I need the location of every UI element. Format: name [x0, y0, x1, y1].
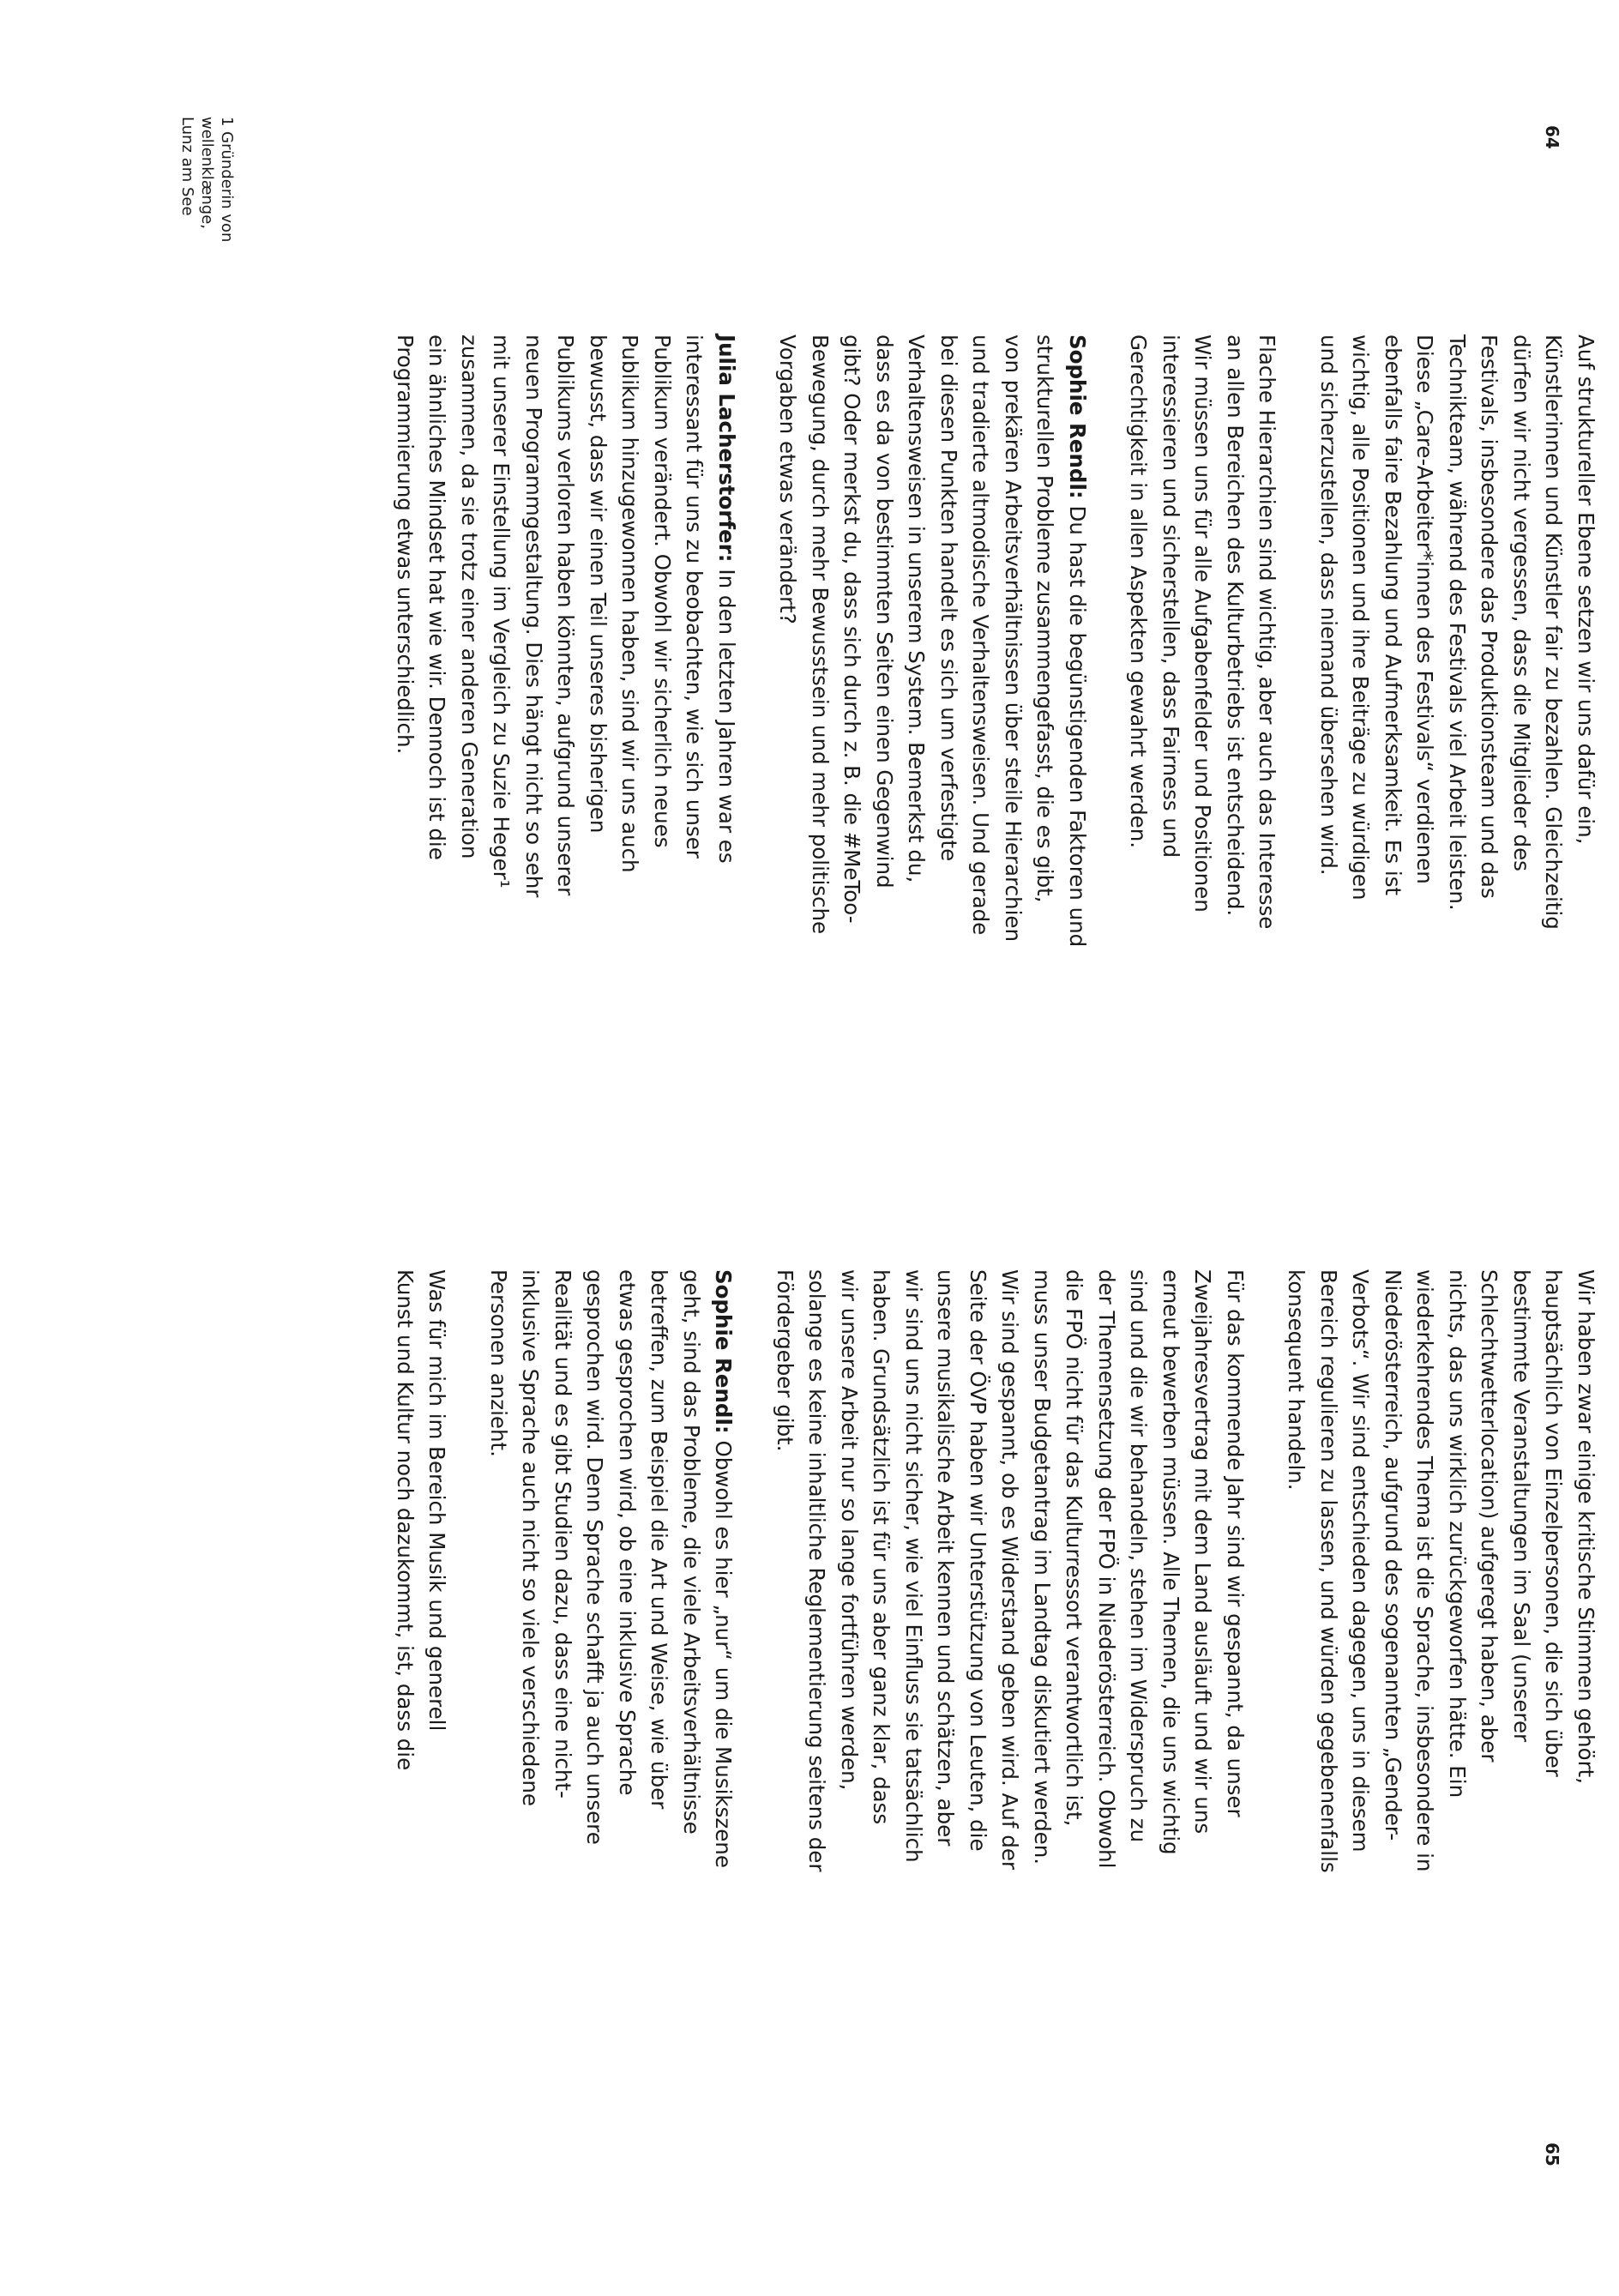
text-line: interessieren und sicherstellen, dass Fairness und: [1159, 334, 1183, 859]
text-line: Seite der ÖVP haben wir Unterstützung von Leuten, die: [966, 1269, 990, 1852]
text-line: Publikums verloren haben könnten, aufgrund unserer: [553, 334, 579, 896]
text-line: wiederkehrendes Thema ist die Sprache, insbesondere in: [1412, 1269, 1438, 1872]
text-line: geht, sind das Probleme, die viele Arbeitsverhältnisse: [679, 1269, 704, 1835]
text-line: inklusive Sprache auch nicht so viele verschiedene: [518, 1269, 544, 1806]
left-text-column: [389, 334, 1603, 1192]
text-line: Verhaltensweisen in unserem System. Bemerkst du,: [904, 334, 930, 883]
line-text: In den letzten Jahren war es: [714, 562, 739, 864]
text-line: gibt? Oder merkst du, dass sich durch z. B. die #MeToo-: [840, 334, 865, 924]
text-line: sind und die wir behandeln, stehen im Widerspruch zu: [1126, 1269, 1152, 1843]
speaker-paragraph: [389, 334, 743, 1192]
line-text: Obwohl es hier „nur“ um die Musikszene: [711, 1433, 737, 1868]
text-line: dürfen wir nicht vergessen, dass die Mitglieder des: [1509, 334, 1534, 871]
line-text: Du hast die begünstigenden Faktoren und: [1065, 498, 1090, 948]
text-line: [707, 1269, 740, 2127]
body-paragraph: [389, 1269, 454, 2127]
text-line: ebenfalls faire Bezahlung und Aufmerksamkeit. Es ist: [1381, 334, 1405, 896]
text-line: Schlechtwetterlocation) aufgeregt haben, aber: [1477, 1269, 1502, 1763]
body-paragraph: [1313, 334, 1603, 1192]
text-line: von prekären Arbeitsverhältnissen über steile Hierarchien: [1001, 334, 1026, 942]
text-line: Gerechtigkeit in allen Aspekten gewahrt werden.: [1126, 334, 1152, 849]
text-line: Zweijahresvertrag mit dem Land ausläuft und wir uns: [1190, 1269, 1216, 1835]
body-paragraph: [769, 1269, 1252, 2127]
text-line: bewusst, dass wir einen Teil unseres bisherigen: [586, 334, 611, 834]
page-number-left: 64: [1542, 125, 1562, 149]
text-line: [1062, 334, 1094, 1192]
footnote-line: wellenklænge,: [198, 117, 216, 230]
footnote: [178, 117, 237, 297]
speaker-paragraph: [772, 334, 1093, 1192]
text-line: Festivals, insbesondere das Produktionsteam und das: [1477, 334, 1502, 899]
body-paragraph: [1122, 334, 1284, 1192]
text-line: neuen Programmgestaltung. Dies hängt nicht so sehr: [521, 334, 546, 898]
text-line: erneut bewerben müssen. Alle Themen, die uns wichtig: [1159, 1269, 1183, 1855]
text-line: betreffen, zum Beispiel die Art und Weise, wie über: [647, 1269, 672, 1810]
body-paragraph: [1280, 1269, 1602, 2127]
text-line: bestimmte Veranstaltungen im Saal (unserer: [1509, 1269, 1534, 1743]
text-line: hauptsächlich von Einzelpersonen, die sich über: [1541, 1269, 1567, 1777]
footnote-line: Lunz am See: [178, 117, 196, 216]
text-line: Fördergeber gibt.: [773, 1269, 797, 1452]
text-line: zusammen, da sie trotz einer anderen Generation: [457, 334, 482, 859]
text-line: etwas gesprochen wird, ob eine inklusive Sprache: [615, 1269, 640, 1796]
text-line: Bewegung, durch mehr Bewusstsein und mehr politische: [808, 334, 833, 935]
text-line: wichtig, alle Positionen und ihre Beiträge zu würdigen: [1348, 334, 1374, 901]
speaker-name: Julia Lacherstorfer:: [714, 334, 739, 563]
text-line: Diese „Care-Arbeiter*innen des Festivals“ verdienen: [1412, 334, 1438, 884]
text-line: bei diesen Punkten handelt es sich um verfestigte: [936, 334, 961, 862]
text-line: Künstlerinnen und Künstler fair zu bezahlen. Gleichzeitig: [1541, 334, 1567, 930]
text-line: Publikum verändert. Obwohl wir sicherlich neues: [650, 334, 675, 848]
text-line: wir sind uns nicht sicher, wie viel Einfluss sie tatsächlich: [901, 1269, 926, 1863]
text-line: Flache Hierarchien sind wichtig, aber auch das Interesse: [1255, 334, 1280, 930]
speaker-name: Sophie Rendl:: [1065, 334, 1090, 499]
text-line: haben. Grundsätzlich ist für uns aber ganz klar, dass: [869, 1269, 894, 1825]
speaker-name: Sophie Rendl:: [711, 1269, 737, 1434]
text-line: Publikum hinzugewonnen haben, sind wir uns auch: [617, 334, 643, 873]
text-line: ein ähnliches Mindset hat wie wir. Dennoch ist die: [424, 334, 450, 860]
text-line: Programmierung etwas unterschiedlich.: [393, 334, 418, 755]
text-line: Wir haben zwar einige kritische Stimmen gehört,: [1574, 1269, 1598, 1785]
text-line: Technikteam, während des Festivals viel Arbeit leisten.: [1445, 334, 1470, 911]
text-line: [711, 334, 743, 1192]
text-line: Personen anzieht.: [486, 1269, 511, 1457]
text-line: Verbots“. Wir sind entschieden dagegen, uns in diesem: [1348, 1269, 1374, 1853]
text-line: Wir müssen uns für alle Aufgabenfelder und Positionen: [1190, 334, 1216, 913]
footnote-line: 1 Gründerin von: [218, 117, 236, 243]
text-line: muss unser Budgetantrag im Landtag diskutiert werden.: [1030, 1269, 1055, 1865]
text-line: Für das kommende Jahr sind wir gespannt, da unser: [1223, 1269, 1248, 1817]
text-line: interessant für uns zu beobachten, wie sich unser: [682, 334, 707, 859]
text-line: der Themensetzung der FPÖ in Niederösterreich. Obwohl: [1094, 1269, 1119, 1869]
text-line: mit unserer Einstellung im Vergleich zu Suzie Heger¹: [489, 334, 515, 889]
right-text-column: [389, 1269, 1603, 2127]
text-line: konsequent handeln.: [1284, 1269, 1309, 1491]
text-line: nichts, das uns wirklich zurückgeworfen hätte. Ein: [1445, 1269, 1470, 1799]
text-line: strukturellen Probleme zusammengefasst, die es gibt,: [1032, 334, 1058, 903]
text-line: wir unsere Arbeit nur so lange fortführen werden,: [837, 1269, 862, 1791]
text-line: an allen Bereichen des Kulturbetriebs ist entscheidend.: [1223, 334, 1248, 917]
text-line: die FPÖ nicht für das Kulturressort verantwortlich ist,: [1062, 1269, 1087, 1827]
text-line: Realität und es gibt Studien dazu, dass eine nicht-: [551, 1269, 575, 1799]
text-line: solange es keine inhaltliche Reglementierung seitens der: [804, 1269, 830, 1872]
text-line: Was für mich im Bereich Musik und generell: [424, 1269, 450, 1732]
text-line: Auf struktureller Ebene setzen wir uns dafür ein,: [1574, 334, 1598, 845]
text-line: unsere musikalische Arbeit kennen und schätzen, aber: [933, 1269, 959, 1847]
text-line: Wir sind gespannt, ob es Widerstand geben wird. Auf der: [997, 1269, 1023, 1870]
text-line: Kunst und Kultur noch dazukommt, ist, dass die: [393, 1269, 418, 1771]
text-line: Niederösterreich, aufgrund des sogenannten „Gender-: [1381, 1269, 1405, 1841]
page-number-right: 65: [1542, 2142, 1562, 2166]
text-line: Vorgaben etwas verändert?: [775, 334, 801, 624]
text-line: und tradierte altmodische Verhaltensweisen. Und gerade: [968, 334, 994, 936]
text-line: Bereich regulieren zu lassen, und würden gegebenenfalls: [1316, 1269, 1341, 1873]
text-line: und sicherzustellen, dass niemand übersehen wird.: [1316, 334, 1341, 876]
text-line: dass es da von bestimmten Seiten einen Gegenwind: [872, 334, 897, 889]
speaker-paragraph: [483, 1269, 740, 2127]
text-line: gesprochen wird. Denn Sprache schafft ja auch unsere: [582, 1269, 608, 1845]
